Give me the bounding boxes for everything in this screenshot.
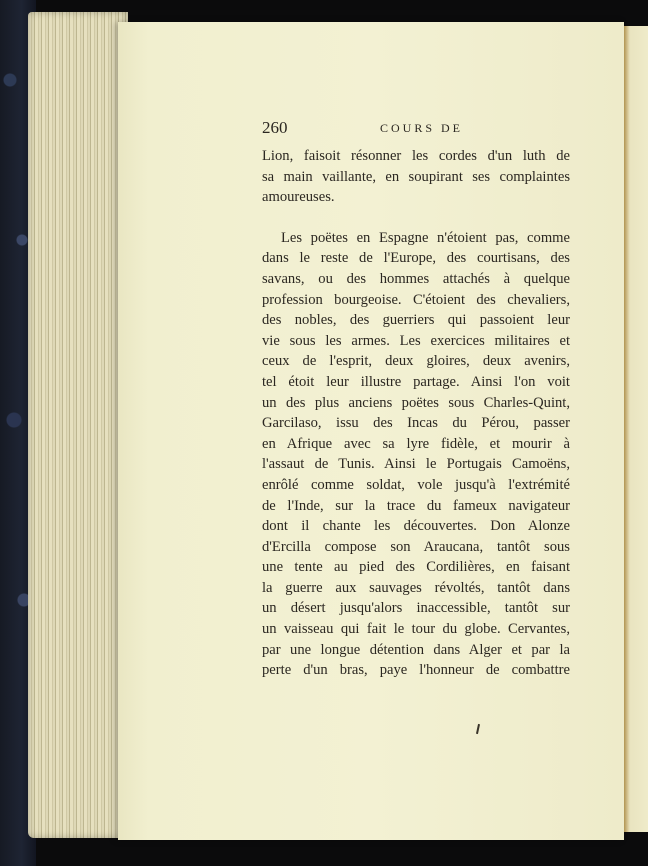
text-line: vie sous les armes. Les exercices militaires et xyxy=(262,332,570,349)
running-head: COURS DE xyxy=(380,121,464,135)
text-line: des nobles, des guerriers qui passoient leur xyxy=(262,312,570,329)
text-line: Lion, faisoit résonner les cordes d'un luth de xyxy=(262,148,570,164)
text-line: un désert jusqu'alors inaccessible, tantôt sur xyxy=(262,600,570,617)
text-line: dont il chante les découvertes. Don Alonze xyxy=(262,518,570,535)
text-line: d'Ercilla compose son Araucana, tantôt sous xyxy=(262,538,570,555)
text-line: ceux de l'esprit, deux gloires, deux avenirs, xyxy=(262,353,570,370)
page-header xyxy=(262,118,502,140)
text-line: dans le reste de l'Europe, des courtisans, des xyxy=(262,250,570,267)
text-line: Les poëtes en Espagne n'étoient pas, comme xyxy=(280,229,570,246)
text-line: un des plus anciens poëtes sous Charles-Quint, xyxy=(262,394,570,411)
page-edges xyxy=(28,12,128,838)
text-line: de l'Inde, sur la trace du fameux navigateur xyxy=(262,497,570,514)
text-line: profession bourgeoise. C'étoient des chevaliers, xyxy=(262,291,570,308)
text-line: par une longue détention dans Alger et par la xyxy=(262,641,570,658)
text-line: l'assaut de Tunis. Ainsi le Portugais Camoëns, xyxy=(262,456,570,473)
text-line: en Afrique avec sa lyre fidèle, et mourir à xyxy=(262,435,570,452)
paragraph-gap xyxy=(262,208,570,228)
text-line: tel étoit leur illustre partage. Ainsi l'on voit xyxy=(262,373,570,390)
text-line: une tente au pied des Cordilières, en faisant xyxy=(262,559,570,576)
text-line: savans, ou des hommes attachés à quelque xyxy=(262,270,570,287)
text-line: enrôlé comme soldat, vole jusqu'à l'extrémité xyxy=(262,476,570,493)
facing-page-edge xyxy=(624,26,648,832)
text-line: sa main vaillante, en soupirant ses complaintes xyxy=(262,168,570,185)
body-text xyxy=(262,146,570,681)
text-line: perte d'un bras, paye l'honneur de combattre xyxy=(262,662,570,679)
text-line: la guerre aux sauvages révoltés, tantôt dans xyxy=(262,579,570,596)
text-line: amoureuses. xyxy=(262,189,335,206)
text-line: Garcilaso, issu des Incas du Pérou, passer xyxy=(262,415,570,432)
page-number: 260 xyxy=(262,118,288,137)
text-line: un vaisseau qui fait le tour du globe. Cervantes, xyxy=(262,621,570,638)
